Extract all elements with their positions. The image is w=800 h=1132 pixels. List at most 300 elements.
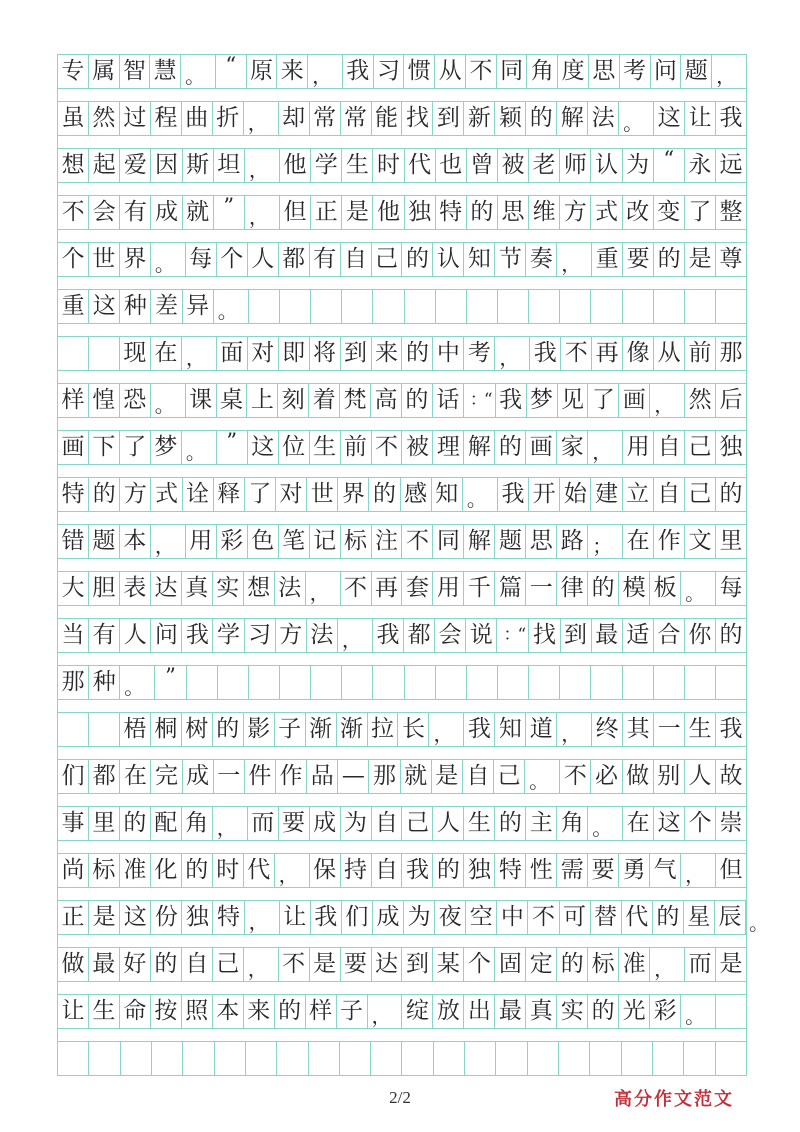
char-cell: 知 <box>464 243 495 276</box>
char-cell: 但 <box>719 857 743 883</box>
char-cell: 感 <box>401 478 432 511</box>
char-cell: 的 <box>719 622 743 648</box>
char-cell: 斯 <box>183 149 214 182</box>
char-cell: 特 <box>213 901 244 934</box>
char-cell: 虽 <box>58 102 89 135</box>
char-cell <box>528 1042 559 1075</box>
char-cell: 画 <box>619 384 650 417</box>
char-cell: 需 <box>557 854 588 887</box>
grid-row <box>58 102 746 136</box>
char-cell: 原 <box>247 55 278 88</box>
char-cell: 想 <box>58 149 89 182</box>
char-cell: 样 <box>58 384 89 417</box>
char-cell: 界 <box>120 243 151 276</box>
char-cell <box>529 666 560 699</box>
char-cell: 特 <box>495 854 526 887</box>
char-cell: 角 <box>182 807 213 840</box>
char-cell <box>58 1042 89 1075</box>
char-cell: 正 <box>58 901 89 934</box>
char-cell <box>436 290 467 323</box>
char-cell: 自 <box>654 431 685 464</box>
char-cell: ， <box>213 807 248 840</box>
char-cell: 道 <box>526 713 557 746</box>
char-cell <box>654 666 685 699</box>
row-gap <box>58 935 746 948</box>
char-cell <box>591 666 622 699</box>
char-cell: 了 <box>588 384 619 417</box>
char-cell: 固 <box>495 948 526 981</box>
char-cell: 常 <box>310 102 341 135</box>
char-cell <box>591 290 622 323</box>
row-gap <box>58 277 746 290</box>
char-cell: 套 <box>402 572 433 605</box>
char-cell: 的 <box>120 807 151 840</box>
grid-row <box>58 525 746 559</box>
char-cell: 思 <box>526 525 557 558</box>
char-cell: 时 <box>373 149 404 182</box>
char-cell <box>434 1042 465 1075</box>
char-cell: 方 <box>120 478 151 511</box>
char-cell: ” <box>155 666 186 699</box>
char-cell: ” <box>217 431 248 464</box>
char-cell: 。 <box>151 243 186 276</box>
char-cell: 真 <box>526 995 557 1028</box>
char-cell: 也 <box>436 149 467 182</box>
char-cell: 我 <box>311 901 342 934</box>
char-cell: 做 <box>58 948 89 981</box>
char-cell: 远 <box>719 152 743 178</box>
char-cell: 后 <box>719 387 743 413</box>
char-cell <box>371 1042 402 1075</box>
char-cell: 合 <box>654 619 685 652</box>
char-cell: 新 <box>464 102 495 135</box>
char-cell: 的 <box>275 995 306 1028</box>
char-cell: 改 <box>623 196 654 229</box>
char-cell: 法 <box>275 572 306 605</box>
char-cell <box>373 290 404 323</box>
char-cell: 拉 <box>368 713 399 746</box>
char-cell: 准 <box>619 948 650 981</box>
char-cell: 永 <box>685 149 716 182</box>
char-cell: 我 <box>496 384 527 417</box>
char-cell: 我 <box>719 105 743 131</box>
char-cell: 生 <box>310 431 341 464</box>
char-cell: 化 <box>151 854 182 887</box>
char-cell: 专 <box>58 55 89 88</box>
char-cell <box>623 290 654 323</box>
char-cell: 里 <box>719 528 743 554</box>
char-cell: 却 <box>279 102 310 135</box>
char-cell: 最 <box>89 948 120 981</box>
char-cell <box>716 995 746 1028</box>
grid-row <box>58 337 746 371</box>
grid-row <box>58 572 746 606</box>
char-cell: 辰 <box>715 901 746 934</box>
char-cell: 长 <box>398 713 429 746</box>
char-cell: 这 <box>89 290 120 323</box>
char-cell <box>654 290 685 323</box>
char-cell: 到 <box>433 102 464 135</box>
char-cell <box>249 666 280 699</box>
char-cell: 自 <box>372 854 403 887</box>
row-gap <box>58 700 746 713</box>
char-cell: 独 <box>405 196 436 229</box>
char-cell: 尚 <box>58 854 89 887</box>
row-gap <box>58 230 746 243</box>
char-cell: 的 <box>402 337 433 370</box>
char-cell <box>716 290 746 323</box>
char-cell <box>373 666 404 699</box>
grid-row <box>58 290 746 324</box>
char-cell: 惶 <box>89 384 120 417</box>
char-cell: 可 <box>560 901 591 934</box>
char-cell: 代 <box>622 901 653 934</box>
char-cell: 自 <box>182 948 213 981</box>
char-cell: 界 <box>338 478 369 511</box>
char-cell: 不 <box>528 901 559 934</box>
char-cell: 要 <box>588 854 619 887</box>
grid-row <box>58 196 746 230</box>
char-cell: 都 <box>404 619 435 652</box>
char-cell: 角 <box>527 55 558 88</box>
char-cell: 异 <box>183 290 214 323</box>
char-cell: ， <box>245 901 280 934</box>
char-cell: 渐 <box>337 713 368 746</box>
char-cell: 有 <box>120 196 151 229</box>
char-cell: 。 <box>214 290 249 323</box>
char-cell: 常 <box>341 102 372 135</box>
char-cell: 坦 <box>214 149 245 182</box>
char-cell: 在 <box>623 525 654 558</box>
char-cell: 折 <box>213 102 244 135</box>
char-cell: ， <box>716 64 737 88</box>
char-cell <box>436 666 467 699</box>
char-cell: 路 <box>557 525 588 558</box>
char-cell: 梧 <box>120 713 151 746</box>
char-cell: 不 <box>279 948 310 981</box>
char-cell: 师 <box>560 149 591 182</box>
char-cell: 个 <box>58 243 89 276</box>
char-cell: — <box>338 760 369 793</box>
char-cell: 理 <box>433 431 464 464</box>
char-cell: 要 <box>341 948 372 981</box>
char-cell: 代 <box>244 854 275 887</box>
char-cell: ， <box>495 337 530 370</box>
char-cell: 成 <box>151 196 182 229</box>
char-cell: 思 <box>589 55 620 88</box>
char-cell <box>529 290 560 323</box>
char-cell: 会 <box>435 619 466 652</box>
char-cell: 不 <box>341 572 372 605</box>
char-cell <box>121 1042 152 1075</box>
char-cell <box>340 1042 371 1075</box>
char-cell <box>277 1042 308 1075</box>
char-cell: 节 <box>495 243 526 276</box>
grid-row <box>58 901 769 935</box>
char-cell <box>498 666 529 699</box>
char-cell: 个 <box>217 243 248 276</box>
char-cell: 属 <box>89 55 120 88</box>
char-cell <box>560 290 591 323</box>
char-cell: 的 <box>402 243 433 276</box>
char-cell: 是 <box>685 243 716 276</box>
char-cell: 己 <box>402 807 433 840</box>
manuscript-grid <box>57 53 769 1076</box>
char-cell: 要 <box>279 807 310 840</box>
char-cell: ， <box>338 619 373 652</box>
char-cell: 色 <box>248 525 279 558</box>
char-cell: 代 <box>405 149 436 182</box>
char-cell: 命 <box>120 995 151 1028</box>
char-cell <box>342 290 373 323</box>
char-cell <box>311 290 342 323</box>
char-cell: 独 <box>464 854 495 887</box>
char-cell: 度 <box>558 55 589 88</box>
char-cell: 的 <box>369 478 400 511</box>
char-cell: 高 <box>371 384 402 417</box>
char-cell: 画 <box>526 431 557 464</box>
char-cell: 从 <box>435 55 466 88</box>
char-cell <box>467 290 498 323</box>
char-cell: 故 <box>719 763 743 789</box>
char-cell: 位 <box>279 431 310 464</box>
row-gap <box>58 183 746 196</box>
char-cell: 记 <box>310 525 341 558</box>
char-cell: 尊 <box>719 246 743 272</box>
char-cell: 好 <box>120 948 151 981</box>
char-cell: 的 <box>653 901 684 934</box>
char-cell: 样 <box>306 995 337 1028</box>
char-cell: 在 <box>151 337 182 370</box>
char-cell: 每 <box>719 575 743 601</box>
char-cell: 那 <box>369 760 400 793</box>
char-cell: 件 <box>245 760 276 793</box>
char-cell: 老 <box>529 149 560 182</box>
char-cell: 个 <box>685 807 716 840</box>
char-cell: 照 <box>182 995 213 1028</box>
char-cell <box>560 666 591 699</box>
char-cell: 出 <box>464 995 495 1028</box>
char-cell: 惯 <box>404 55 435 88</box>
char-cell: 胆 <box>89 572 120 605</box>
char-cell: 气 <box>650 854 681 887</box>
char-cell: 的 <box>495 431 526 464</box>
char-cell: 有 <box>310 243 341 276</box>
char-cell: 为 <box>341 807 372 840</box>
char-cell: 绽 <box>402 995 433 1028</box>
char-cell: 主 <box>526 807 557 840</box>
char-cell: 当 <box>58 619 89 652</box>
char-cell: 一 <box>214 760 245 793</box>
char-cell: 自 <box>341 243 372 276</box>
char-cell <box>152 1042 183 1075</box>
char-cell: 作 <box>654 525 685 558</box>
char-cell: 用 <box>433 572 464 605</box>
char-cell: 下 <box>89 431 120 464</box>
char-cell: 而 <box>248 807 279 840</box>
char-cell: 一 <box>526 572 557 605</box>
char-cell: 实 <box>213 572 244 605</box>
char-cell: 让 <box>58 995 89 1028</box>
char-cell: 始 <box>560 478 591 511</box>
char-cell <box>590 1042 621 1075</box>
char-cell: 标 <box>89 854 120 887</box>
char-cell: ， <box>368 995 403 1028</box>
char-cell: 那 <box>58 666 89 699</box>
char-cell: 开 <box>529 478 560 511</box>
char-cell: 。 <box>681 572 716 605</box>
char-cell: 了 <box>120 431 151 464</box>
char-cell: 因 <box>151 149 182 182</box>
char-cell: 某 <box>433 948 464 981</box>
char-cell: 。 <box>463 478 498 511</box>
char-cell: 来 <box>372 337 403 370</box>
char-cell: 曲 <box>182 102 213 135</box>
char-cell <box>685 290 716 323</box>
char-cell: 我 <box>498 478 529 511</box>
char-cell: 有 <box>89 619 120 652</box>
char-cell: 们 <box>58 760 89 793</box>
char-cell: 份 <box>151 901 182 934</box>
char-cell: 一 <box>654 713 685 746</box>
char-cell: 题 <box>495 525 526 558</box>
char-cell: 梵 <box>340 384 371 417</box>
char-cell: 都 <box>279 243 310 276</box>
char-cell: 话 <box>433 384 464 417</box>
char-cell: 子 <box>275 713 306 746</box>
char-cell: 必 <box>591 760 622 793</box>
char-cell: 完 <box>151 760 182 793</box>
char-cell <box>622 1042 653 1075</box>
char-cell: 上 <box>247 384 278 417</box>
grid-row <box>58 948 746 982</box>
char-cell: 说 <box>466 619 497 652</box>
char-cell: 再 <box>372 572 403 605</box>
char-cell: 不 <box>402 525 433 558</box>
char-cell: 知 <box>495 713 526 746</box>
char-cell: 差 <box>151 290 182 323</box>
char-cell: 解 <box>464 431 495 464</box>
char-cell: 准 <box>120 854 151 887</box>
char-cell <box>311 666 342 699</box>
char-cell: 智 <box>120 55 151 88</box>
char-cell: 找 <box>529 619 560 652</box>
char-cell: 事 <box>58 807 89 840</box>
char-cell <box>684 1042 715 1075</box>
char-cell: 诠 <box>183 478 214 511</box>
char-cell: 建 <box>591 478 622 511</box>
char-cell: 曾 <box>467 149 498 182</box>
char-cell: 每 <box>186 243 217 276</box>
char-cell: 那 <box>719 340 743 366</box>
char-cell: 见 <box>558 384 589 417</box>
row-gap <box>58 89 746 102</box>
char-cell <box>89 1042 120 1075</box>
char-cell: 其 <box>623 713 654 746</box>
char-cell: 现 <box>120 337 151 370</box>
char-cell <box>89 713 120 746</box>
char-cell: 爱 <box>120 149 151 182</box>
char-cell: 影 <box>244 713 275 746</box>
char-cell: 不 <box>466 55 497 88</box>
grid-row <box>58 760 746 794</box>
char-cell: 种 <box>120 290 151 323</box>
char-cell: 真 <box>182 572 213 605</box>
char-cell: 的 <box>433 854 464 887</box>
char-cell: 。 <box>181 55 216 88</box>
char-cell: 终 <box>592 713 623 746</box>
grid-row <box>58 384 746 418</box>
char-cell: 题 <box>89 525 120 558</box>
char-cell: 的 <box>526 102 557 135</box>
char-cell: 我 <box>402 854 433 887</box>
row-gap <box>58 559 746 572</box>
char-cell: 他 <box>280 149 311 182</box>
char-cell: 成 <box>310 807 341 840</box>
char-cell: 能 <box>372 102 403 135</box>
char-cell <box>685 666 716 699</box>
char-cell: 特 <box>436 196 467 229</box>
char-cell: 即 <box>279 337 310 370</box>
page-number: 2/2 <box>389 1088 411 1107</box>
char-cell: 实 <box>557 995 588 1028</box>
char-cell <box>559 1042 590 1075</box>
char-cell: 。 <box>619 102 654 135</box>
char-cell: 恐 <box>120 384 151 417</box>
char-cell: 人 <box>248 243 279 276</box>
char-cell: 是 <box>719 951 743 977</box>
grid-row <box>58 1042 746 1075</box>
char-cell <box>342 666 373 699</box>
char-cell: 定 <box>526 948 557 981</box>
char-cell: ， <box>681 854 716 887</box>
char-cell: 。 <box>681 995 716 1028</box>
char-cell: 自 <box>654 478 685 511</box>
char-cell: 角 <box>557 807 588 840</box>
char-cell: 本 <box>120 525 151 558</box>
char-cell <box>183 1042 214 1075</box>
char-cell: 配 <box>151 807 182 840</box>
char-cell: 替 <box>591 901 622 934</box>
char-cell: 用 <box>186 525 217 558</box>
char-cell: 独 <box>719 434 743 460</box>
grid-row <box>58 666 746 700</box>
char-cell: 错 <box>58 525 89 558</box>
char-cell: 你 <box>685 619 716 652</box>
char-cell: 知 <box>432 478 463 511</box>
char-cell: 到 <box>561 619 592 652</box>
char-cell: ， <box>245 196 280 229</box>
char-cell: 品 <box>307 760 338 793</box>
char-cell: 己 <box>685 478 716 511</box>
row-gap <box>58 136 746 149</box>
char-cell: 我 <box>182 619 213 652</box>
char-cell: 世 <box>307 478 338 511</box>
char-cell: ， <box>429 713 464 746</box>
char-cell: ， <box>182 337 217 370</box>
char-cell: 题 <box>681 55 712 88</box>
char-cell <box>280 666 311 699</box>
char-cell: ， <box>244 102 279 135</box>
grid-row <box>58 431 746 465</box>
char-cell: 从 <box>654 337 685 370</box>
char-cell: 前 <box>341 431 372 464</box>
char-cell: 的 <box>402 384 433 417</box>
char-cell: 独 <box>182 901 213 934</box>
char-cell: 让 <box>280 901 311 934</box>
row-gap <box>58 371 746 384</box>
char-cell: 按 <box>151 995 182 1028</box>
